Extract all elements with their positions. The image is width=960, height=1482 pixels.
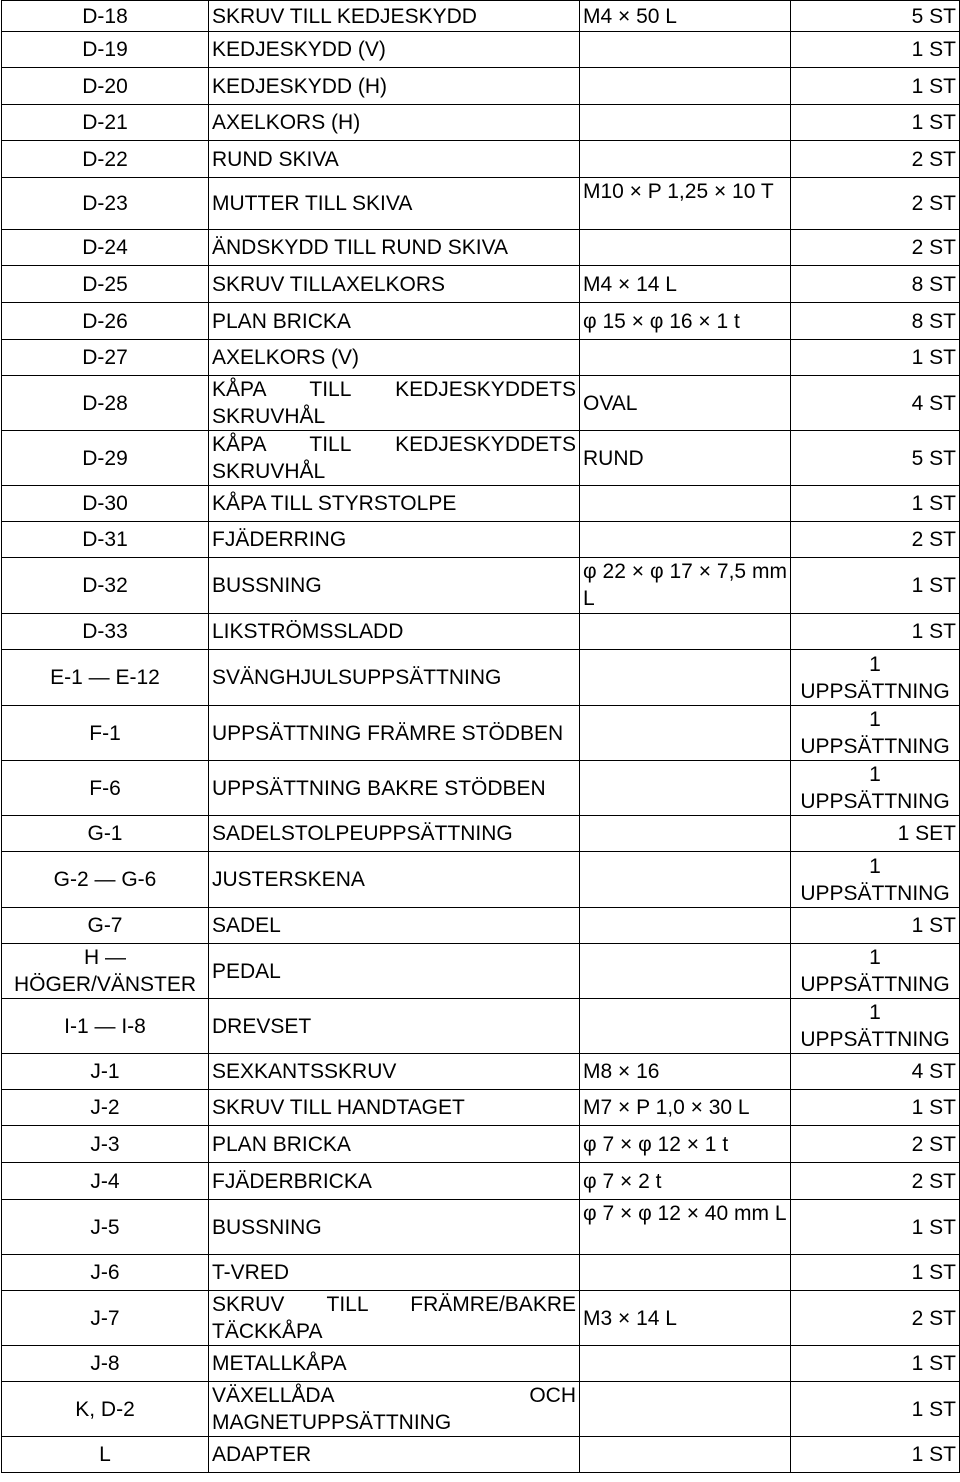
table-row [2, 486, 960, 522]
part-quantity: 1 SET [897, 822, 956, 845]
part-spec-cell: φ 22 × φ 17 × 7,5 mm L [580, 558, 791, 614]
part-name-cell: SKRUV TILLAXELKORS [209, 266, 580, 303]
part-code-cell: J-1 [2, 1054, 209, 1090]
part-quantity: 1 UPPSÄTTNING [800, 708, 950, 758]
part-code-cell: D-28 [2, 376, 209, 431]
part-quantity-cell [791, 376, 960, 431]
part-code-cell: D-33 [2, 614, 209, 650]
part-code-cell: J-4 [2, 1163, 209, 1200]
part-quantity-cell [791, 303, 960, 340]
part-quantity-cell [791, 816, 960, 852]
part-name-cell: UPPSÄTTNING FRÄMRE STÖDBEN [209, 706, 580, 761]
part-name-cell: ÄNDSKYDD TILL RUND SKIVA [209, 230, 580, 266]
part-code-cell: D-19 [2, 32, 209, 68]
part-quantity: 1 ST [911, 1096, 956, 1119]
table-row [2, 431, 960, 486]
part-code-cell: J-7 [2, 1291, 209, 1346]
part-quantity-cell [791, 1200, 960, 1255]
part-spec-cell [580, 908, 791, 944]
table-row [2, 178, 960, 230]
table-row [2, 1, 960, 32]
part-spec-cell [580, 486, 791, 522]
part-quantity: 5 ST [911, 4, 956, 28]
table-row [2, 230, 960, 266]
part-code-cell: D-21 [2, 105, 209, 141]
part-quantity-cell [791, 431, 960, 486]
part-quantity: 4 ST [911, 1060, 956, 1083]
part-name-cell: SKRUV TILL KEDJESKYDD [209, 1, 580, 32]
part-quantity-cell [791, 650, 960, 706]
part-name-cell: UPPSÄTTNING BAKRE STÖDBEN [209, 761, 580, 816]
part-name-cell: KEDJESKYDD (H) [209, 68, 580, 105]
table-row [2, 1054, 960, 1090]
part-code-cell: J-5 [2, 1200, 209, 1255]
table-row [2, 614, 960, 650]
part-quantity: 8 ST [911, 272, 956, 296]
part-quantity-cell [791, 614, 960, 650]
part-quantity: 1 ST [911, 346, 956, 369]
part-quantity: 1 UPPSÄTTNING [800, 854, 950, 905]
part-quantity-cell [791, 1437, 960, 1473]
part-code-cell: D-30 [2, 486, 209, 522]
part-quantity-cell [791, 944, 960, 999]
part-quantity-cell [791, 999, 960, 1054]
table-row [2, 376, 960, 431]
table-row [2, 816, 960, 852]
table-row [2, 266, 960, 303]
part-spec-cell [580, 1382, 791, 1437]
part-quantity: 1 ST [911, 574, 956, 597]
table-row [2, 761, 960, 816]
table-row [2, 340, 960, 376]
part-name-cell: SVÄNGHJULSUPPSÄTTNING [209, 650, 580, 706]
part-quantity-cell [791, 908, 960, 944]
table-row [2, 852, 960, 908]
part-name-cell: LIKSTRÖMSSLADD [209, 614, 580, 650]
part-spec-cell [580, 944, 791, 999]
part-code-cell: I-1 — I-8 [2, 999, 209, 1054]
part-name-cell: KÅPA TILL KEDJESKYDDETS SKRUVHÅL [209, 431, 580, 486]
part-name-cell: FJÄDERBRICKA [209, 1163, 580, 1200]
part-code-cell: D-23 [2, 178, 209, 230]
part-quantity: 8 ST [911, 309, 956, 333]
part-quantity: 1 ST [911, 914, 956, 937]
part-quantity-cell [791, 1255, 960, 1291]
part-spec-cell [580, 706, 791, 761]
part-code-cell: D-31 [2, 522, 209, 558]
part-quantity-cell [791, 852, 960, 908]
part-name-cell: METALLKÅPA [209, 1346, 580, 1382]
part-quantity: 2 ST [911, 1306, 956, 1330]
part-quantity: 1 UPPSÄTTNING [800, 1001, 950, 1051]
table-row [2, 650, 960, 706]
table-row [2, 944, 960, 999]
parts-table [1, 0, 960, 1473]
part-spec-cell [580, 614, 791, 650]
part-quantity: 2 ST [911, 1132, 956, 1156]
part-quantity: 1 ST [911, 620, 956, 643]
table-row [2, 1437, 960, 1473]
part-name-cell: SKRUV TILL HANDTAGET [209, 1090, 580, 1126]
part-quantity: 1 UPPSÄTTNING [800, 763, 950, 813]
part-name-cell: KÅPA TILL STYRSTOLPE [209, 486, 580, 522]
part-quantity: 1 ST [911, 111, 956, 134]
part-code-cell: G-2 — G-6 [2, 852, 209, 908]
part-quantity-cell [791, 1346, 960, 1382]
part-quantity-cell [791, 141, 960, 178]
table-row [2, 303, 960, 340]
part-name-cell: RUND SKIVA [209, 141, 580, 178]
part-code-cell: D-29 [2, 431, 209, 486]
part-code-cell: D-32 [2, 558, 209, 614]
part-quantity-cell [791, 340, 960, 376]
part-name-cell: SEXKANTSSKRUV [209, 1054, 580, 1090]
part-quantity-cell [791, 230, 960, 266]
part-spec-cell: M10 × P 1,25 × 10 T [580, 178, 791, 230]
part-quantity: 2 ST [911, 528, 956, 551]
part-name-cell: PEDAL [209, 944, 580, 999]
part-code-cell: D-27 [2, 340, 209, 376]
table-row [2, 1382, 960, 1437]
part-spec-cell [580, 1255, 791, 1291]
part-name-cell: SADELSTOLPEUPPSÄTTNING [209, 816, 580, 852]
part-quantity: 4 ST [911, 391, 956, 415]
parts-table-body [2, 1, 960, 1473]
part-quantity: 1 ST [911, 74, 956, 98]
part-spec-cell: φ 7 × φ 12 × 40 mm L [580, 1200, 791, 1255]
part-spec-cell [580, 141, 791, 178]
part-code-cell: D-24 [2, 230, 209, 266]
part-quantity-cell [791, 706, 960, 761]
part-spec-cell [580, 650, 791, 706]
part-code-cell: K, D-2 [2, 1382, 209, 1437]
part-spec-cell [580, 105, 791, 141]
part-code-cell: L [2, 1437, 209, 1473]
part-spec-cell: φ 7 × φ 12 × 1 t [580, 1126, 791, 1163]
part-name-cell: SADEL [209, 908, 580, 944]
part-spec-cell: M4 × 14 L [580, 266, 791, 303]
part-quantity-cell [791, 1382, 960, 1437]
part-name-cell: ADAPTER [209, 1437, 580, 1473]
part-quantity-cell [791, 1, 960, 32]
part-name-cell: AXELKORS (H) [209, 105, 580, 141]
part-spec-cell: M4 × 50 L [580, 1, 791, 32]
part-quantity: 1 ST [911, 1443, 956, 1466]
table-row [2, 1163, 960, 1200]
table-row [2, 105, 960, 141]
table-row [2, 522, 960, 558]
part-spec-cell: M3 × 14 L [580, 1291, 791, 1346]
part-spec-cell: M7 × P 1,0 × 30 L [580, 1090, 791, 1126]
part-quantity: 1 ST [911, 1261, 956, 1284]
table-row [2, 1090, 960, 1126]
part-spec-cell [580, 340, 791, 376]
part-code-cell: D-22 [2, 141, 209, 178]
part-spec-cell [580, 1437, 791, 1473]
part-name-cell: KEDJESKYDD (V) [209, 32, 580, 68]
part-quantity: 2 ST [911, 1169, 956, 1193]
part-spec-cell: RUND [580, 431, 791, 486]
table-row [2, 999, 960, 1054]
part-name-cell: KÅPA TILL KEDJESKYDDETS SKRUVHÅL [209, 376, 580, 431]
part-name-cell: BUSSNING [209, 558, 580, 614]
part-name-cell: AXELKORS (V) [209, 340, 580, 376]
part-spec-cell [580, 999, 791, 1054]
part-spec-cell [580, 852, 791, 908]
part-spec-cell [580, 522, 791, 558]
part-name-cell: SKRUV TILL FRÄMRE/BAKRE TÄCKKÅPA [209, 1291, 580, 1346]
part-spec-cell [580, 1346, 791, 1382]
table-row [2, 558, 960, 614]
table-row [2, 32, 960, 68]
part-spec-cell: OVAL [580, 376, 791, 431]
part-quantity-cell [791, 105, 960, 141]
part-name-cell: JUSTERSKENA [209, 852, 580, 908]
part-spec-cell: φ 7 × 2 t [580, 1163, 791, 1200]
table-row [2, 706, 960, 761]
part-quantity: 1 UPPSÄTTNING [800, 652, 950, 703]
part-code-cell: F-6 [2, 761, 209, 816]
table-row [2, 1255, 960, 1291]
part-quantity: 5 ST [911, 446, 956, 470]
part-name-cell: MUTTER TILL SKIVA [209, 178, 580, 230]
part-code-cell: G-7 [2, 908, 209, 944]
part-quantity-cell [791, 178, 960, 230]
part-name-cell: DREVSET [209, 999, 580, 1054]
part-quantity-cell [791, 1054, 960, 1090]
part-code-cell: D-20 [2, 68, 209, 105]
part-quantity: 1 ST [911, 1352, 956, 1375]
part-name-cell: PLAN BRICKA [209, 1126, 580, 1163]
part-code-cell: H — HÖGER/VÄNSTER [2, 944, 209, 999]
part-quantity-cell [791, 558, 960, 614]
part-quantity-cell [791, 68, 960, 105]
table-row [2, 908, 960, 944]
part-name-cell: BUSSNING [209, 1200, 580, 1255]
table-row [2, 1200, 960, 1255]
table-row [2, 141, 960, 178]
part-code-cell: J-3 [2, 1126, 209, 1163]
part-quantity: 2 ST [911, 192, 956, 215]
part-spec-cell [580, 68, 791, 105]
part-code-cell: E-1 — E-12 [2, 650, 209, 706]
part-quantity: 2 ST [911, 236, 956, 259]
part-name-cell: T-VRED [209, 1255, 580, 1291]
part-quantity: 1 ST [911, 1397, 956, 1421]
part-quantity-cell [791, 1126, 960, 1163]
part-quantity: 1 ST [911, 492, 956, 515]
part-spec-cell [580, 761, 791, 816]
part-code-cell: D-18 [2, 1, 209, 32]
part-spec-cell [580, 32, 791, 68]
part-code-cell: J-8 [2, 1346, 209, 1382]
part-quantity-cell [791, 1090, 960, 1126]
part-quantity-cell [791, 1291, 960, 1346]
part-spec-cell [580, 230, 791, 266]
table-row [2, 1126, 960, 1163]
part-name-cell: VÄXELLÅDA OCH MAGNETUPPSÄTTNING [209, 1382, 580, 1437]
table-row [2, 1346, 960, 1382]
part-code-cell: G-1 [2, 816, 209, 852]
part-quantity-cell [791, 761, 960, 816]
part-code-cell: J-2 [2, 1090, 209, 1126]
part-quantity-cell [791, 486, 960, 522]
table-row [2, 68, 960, 105]
part-quantity: 1 ST [911, 1215, 956, 1239]
part-quantity-cell [791, 522, 960, 558]
part-spec-cell [580, 816, 791, 852]
part-name-cell: PLAN BRICKA [209, 303, 580, 340]
part-quantity: 1 ST [911, 38, 956, 61]
part-spec-cell: M8 × 16 [580, 1054, 791, 1090]
part-spec-cell: φ 15 × φ 16 × 1 t [580, 303, 791, 340]
part-code-cell: F-1 [2, 706, 209, 761]
part-code-cell: D-25 [2, 266, 209, 303]
part-code-cell: D-26 [2, 303, 209, 340]
part-quantity-cell [791, 266, 960, 303]
part-quantity-cell [791, 32, 960, 68]
part-quantity: 1 UPPSÄTTNING [800, 946, 950, 996]
part-name-cell: FJÄDERRING [209, 522, 580, 558]
part-code-cell: J-6 [2, 1255, 209, 1291]
table-row [2, 1291, 960, 1346]
part-quantity: 2 ST [911, 147, 956, 171]
part-quantity-cell [791, 1163, 960, 1200]
